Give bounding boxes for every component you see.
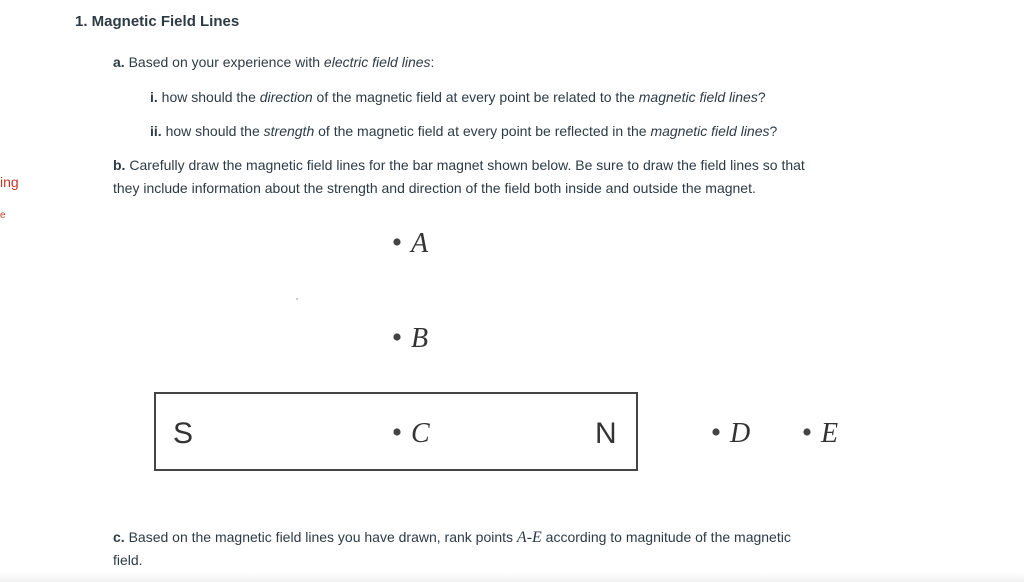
point-e-dot	[803, 428, 810, 435]
question-heading: 1. Magnetic Field Lines	[75, 13, 240, 30]
question-a-text: Based on your experience with	[128, 54, 324, 70]
point-a-label: A	[411, 228, 429, 259]
question-b-line1: Carefully draw the magnetic field lines for the bar magnet shown below. Be sure to draw the field lines so that	[129, 157, 805, 173]
point-a-dot	[393, 238, 400, 245]
question-a-label: a.	[113, 54, 125, 70]
question-b-label: b.	[113, 157, 126, 173]
stray-dot	[296, 298, 298, 300]
question-b-line2: they include information about the strength and direction of the field both inside and outside the magnet.	[113, 180, 756, 196]
point-c-label: C	[411, 418, 430, 449]
point-d-label: D	[730, 418, 751, 449]
question-a-ii-text: of the magnetic field at every point be reflected in the	[314, 123, 651, 139]
south-pole-label: S	[173, 417, 194, 450]
bottom-edge-shade	[0, 572, 1024, 582]
question-a-ii-text: how should the	[165, 123, 264, 139]
question-a-i-emphasis-direction: direction	[259, 89, 313, 105]
point-d-dot	[712, 428, 719, 435]
north-pole-label: N	[595, 417, 617, 450]
question-c	[113, 526, 873, 572]
sidebar-fragment-text: ing	[0, 174, 19, 190]
question-a-ii-text: ?	[769, 123, 778, 139]
question-a-ii-emphasis-lines: magnetic field lines	[650, 123, 770, 139]
question-a-ii-label: ii.	[150, 123, 162, 139]
question-a-ii-emphasis-strength: strength	[263, 123, 315, 139]
point-b-dot	[393, 333, 400, 340]
point-e-label: E	[821, 418, 839, 449]
question-a-emphasis: electric field lines	[323, 54, 431, 70]
question-a-i-emphasis-lines: magnetic field lines	[638, 89, 758, 105]
question-c-label: c.	[113, 529, 125, 545]
point-c-dot	[393, 428, 400, 435]
question-c-text: according to magnitude of the magnetic	[541, 529, 791, 545]
question-a-i-text: how should the	[161, 89, 260, 105]
question-a-i-text: ?	[757, 89, 766, 105]
question-c-line2: field.	[113, 552, 143, 568]
question-c-range: A-E	[516, 529, 542, 546]
question-a-i-label: i.	[150, 89, 158, 105]
question-a-i-text: of the magnetic field at every point be related to the	[312, 89, 639, 105]
sidebar-fragment-text: e	[0, 210, 6, 221]
question-c-text: Based on the magnetic field lines you have drawn, rank points	[128, 529, 517, 545]
point-b-label: B	[411, 323, 429, 354]
question-a-colon: :	[430, 54, 435, 70]
